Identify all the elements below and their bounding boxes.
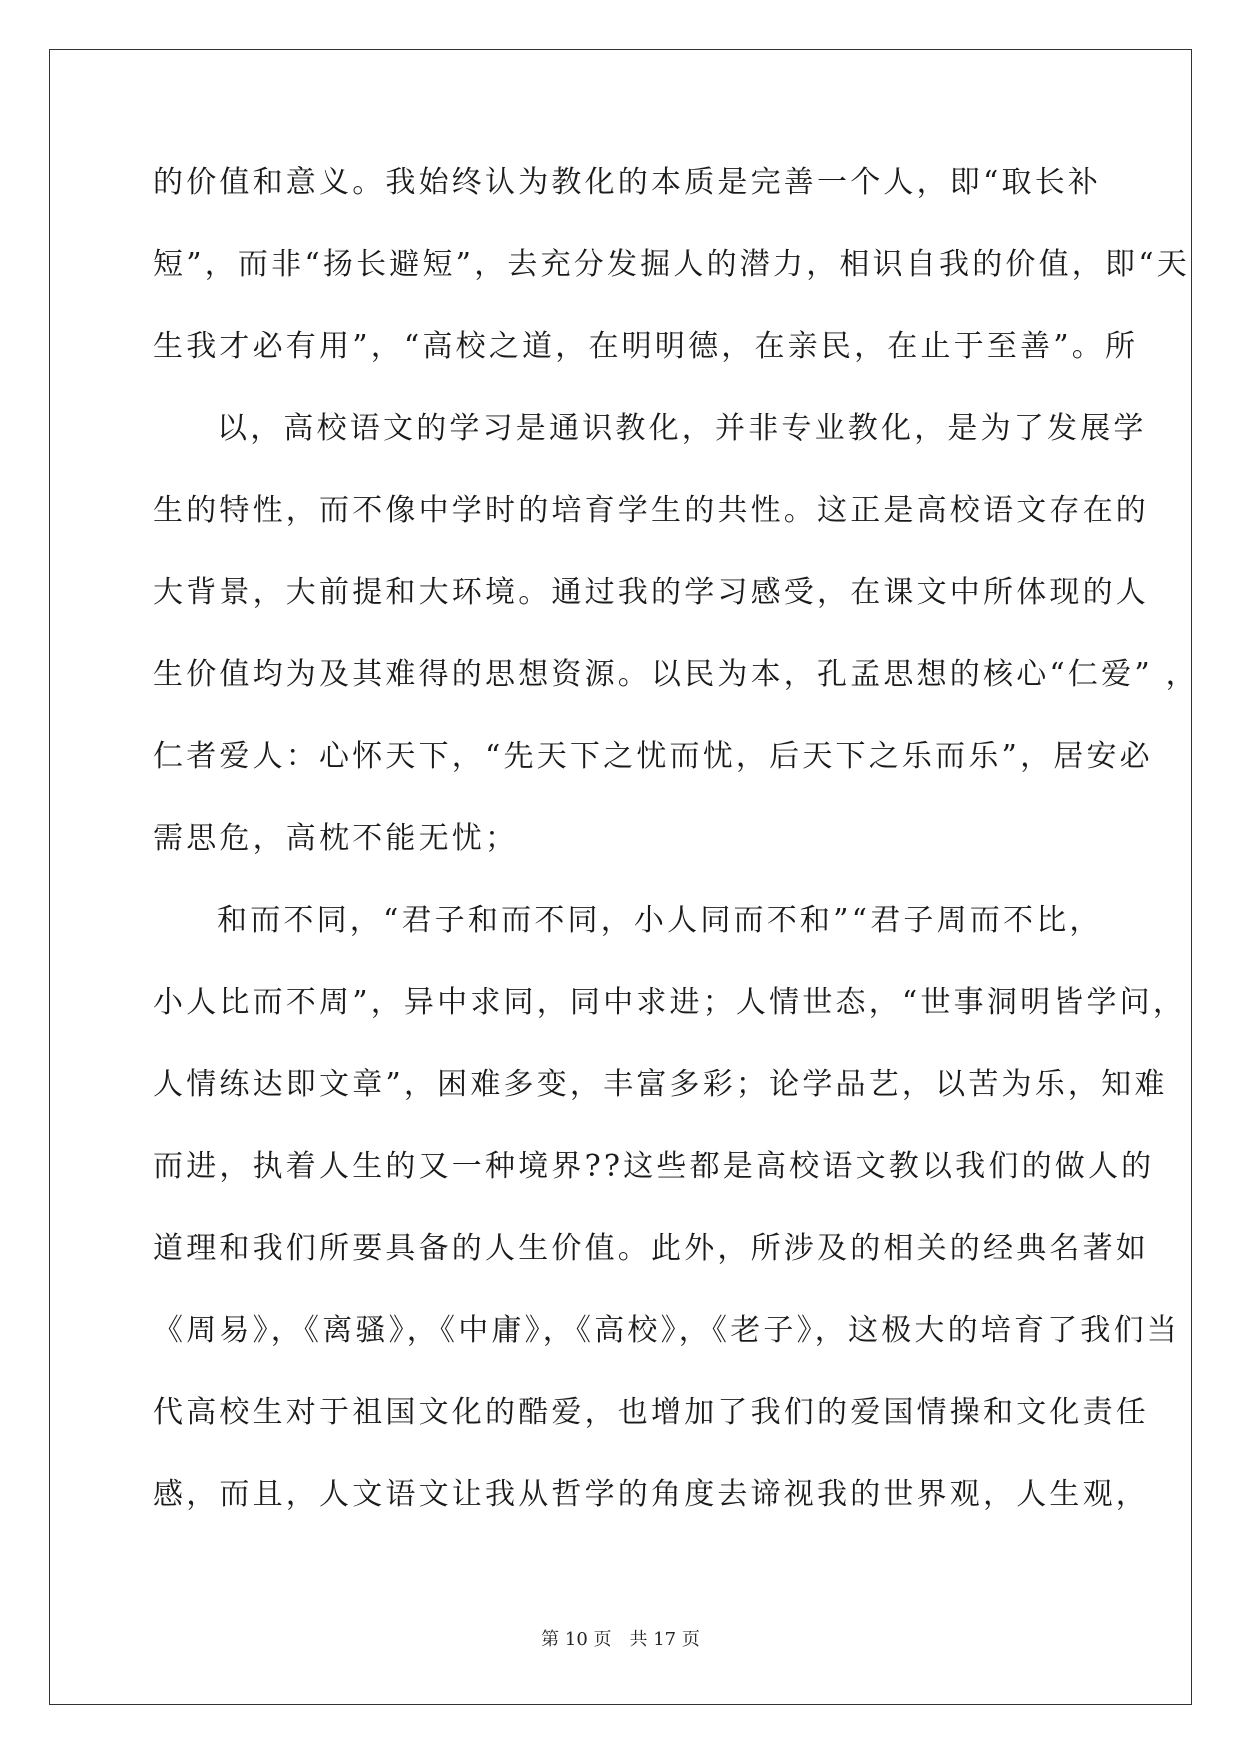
paragraph-start-line: 和而不同，“君子和而不同，小人同而不和”“君子周而不比， (217, 903, 1103, 938)
text-line: 小人比而不周”，异中求同，同中求进；人情世态，“世事洞明皆学问， (153, 985, 1187, 1020)
text-line: 仁者爱人：心怀天下，“先天下之忧而忧，后天下之乐而乐”，居安必 (153, 739, 1153, 774)
text-line: 生价值均为及其难得的思想资源。以民为本，孔孟思想的核心“仁爱” ， (153, 657, 1199, 692)
text-line: 生我才必有用”，“高校之道，在明明德，在亲民，在止于至善”。所 (153, 329, 1139, 364)
text-line: 《周易》，《离骚》，《中庸》，《高校》，《老子》，这极大的培育了我们当 (153, 1313, 1180, 1348)
text-line: 短”，而非“扬长避短”，去充分发掘人的潜力，相识自我的价值，即“天 (153, 247, 1190, 282)
text-line: 的价值和意义。我始终认为教化的本质是完善一个人，即“取长补 (153, 165, 1102, 200)
text-line: 道理和我们所要具备的人生价值。此外，所涉及的相关的经典名著如 (153, 1231, 1149, 1266)
text-line: 大背景，大前提和大环境。通过我的学习感受，在课文中所体现的人 (153, 575, 1149, 610)
text-line: 而进，执着人生的又一种境界??这些都是高校语文教以我们的做人的 (153, 1149, 1155, 1184)
page-number-footer: 第 10 页 共 17 页 (541, 1629, 700, 1650)
body-text (153, 163, 1199, 1557)
text-line: 代高校生对于祖国文化的酷爱，也增加了我们的爱国情操和文化责任 (153, 1395, 1149, 1430)
paragraph-start-line: 以，高校语文的学习是通识教化，并非专业教化，是为了发展学 (217, 411, 1147, 446)
text-line: 人情练达即文章”，困难多变，丰富多彩；论学品艺，以苦为乐，知难 (153, 1067, 1168, 1102)
text-line: 生的特性，而不像中学时的培育学生的共性。这正是高校语文存在的 (153, 493, 1149, 528)
text-line: 感，而且，人文语文让我从哲学的角度去谛视我的世界观，人生观， (153, 1477, 1149, 1512)
text-line: 需思危，高枕不能无忧； (153, 821, 519, 856)
